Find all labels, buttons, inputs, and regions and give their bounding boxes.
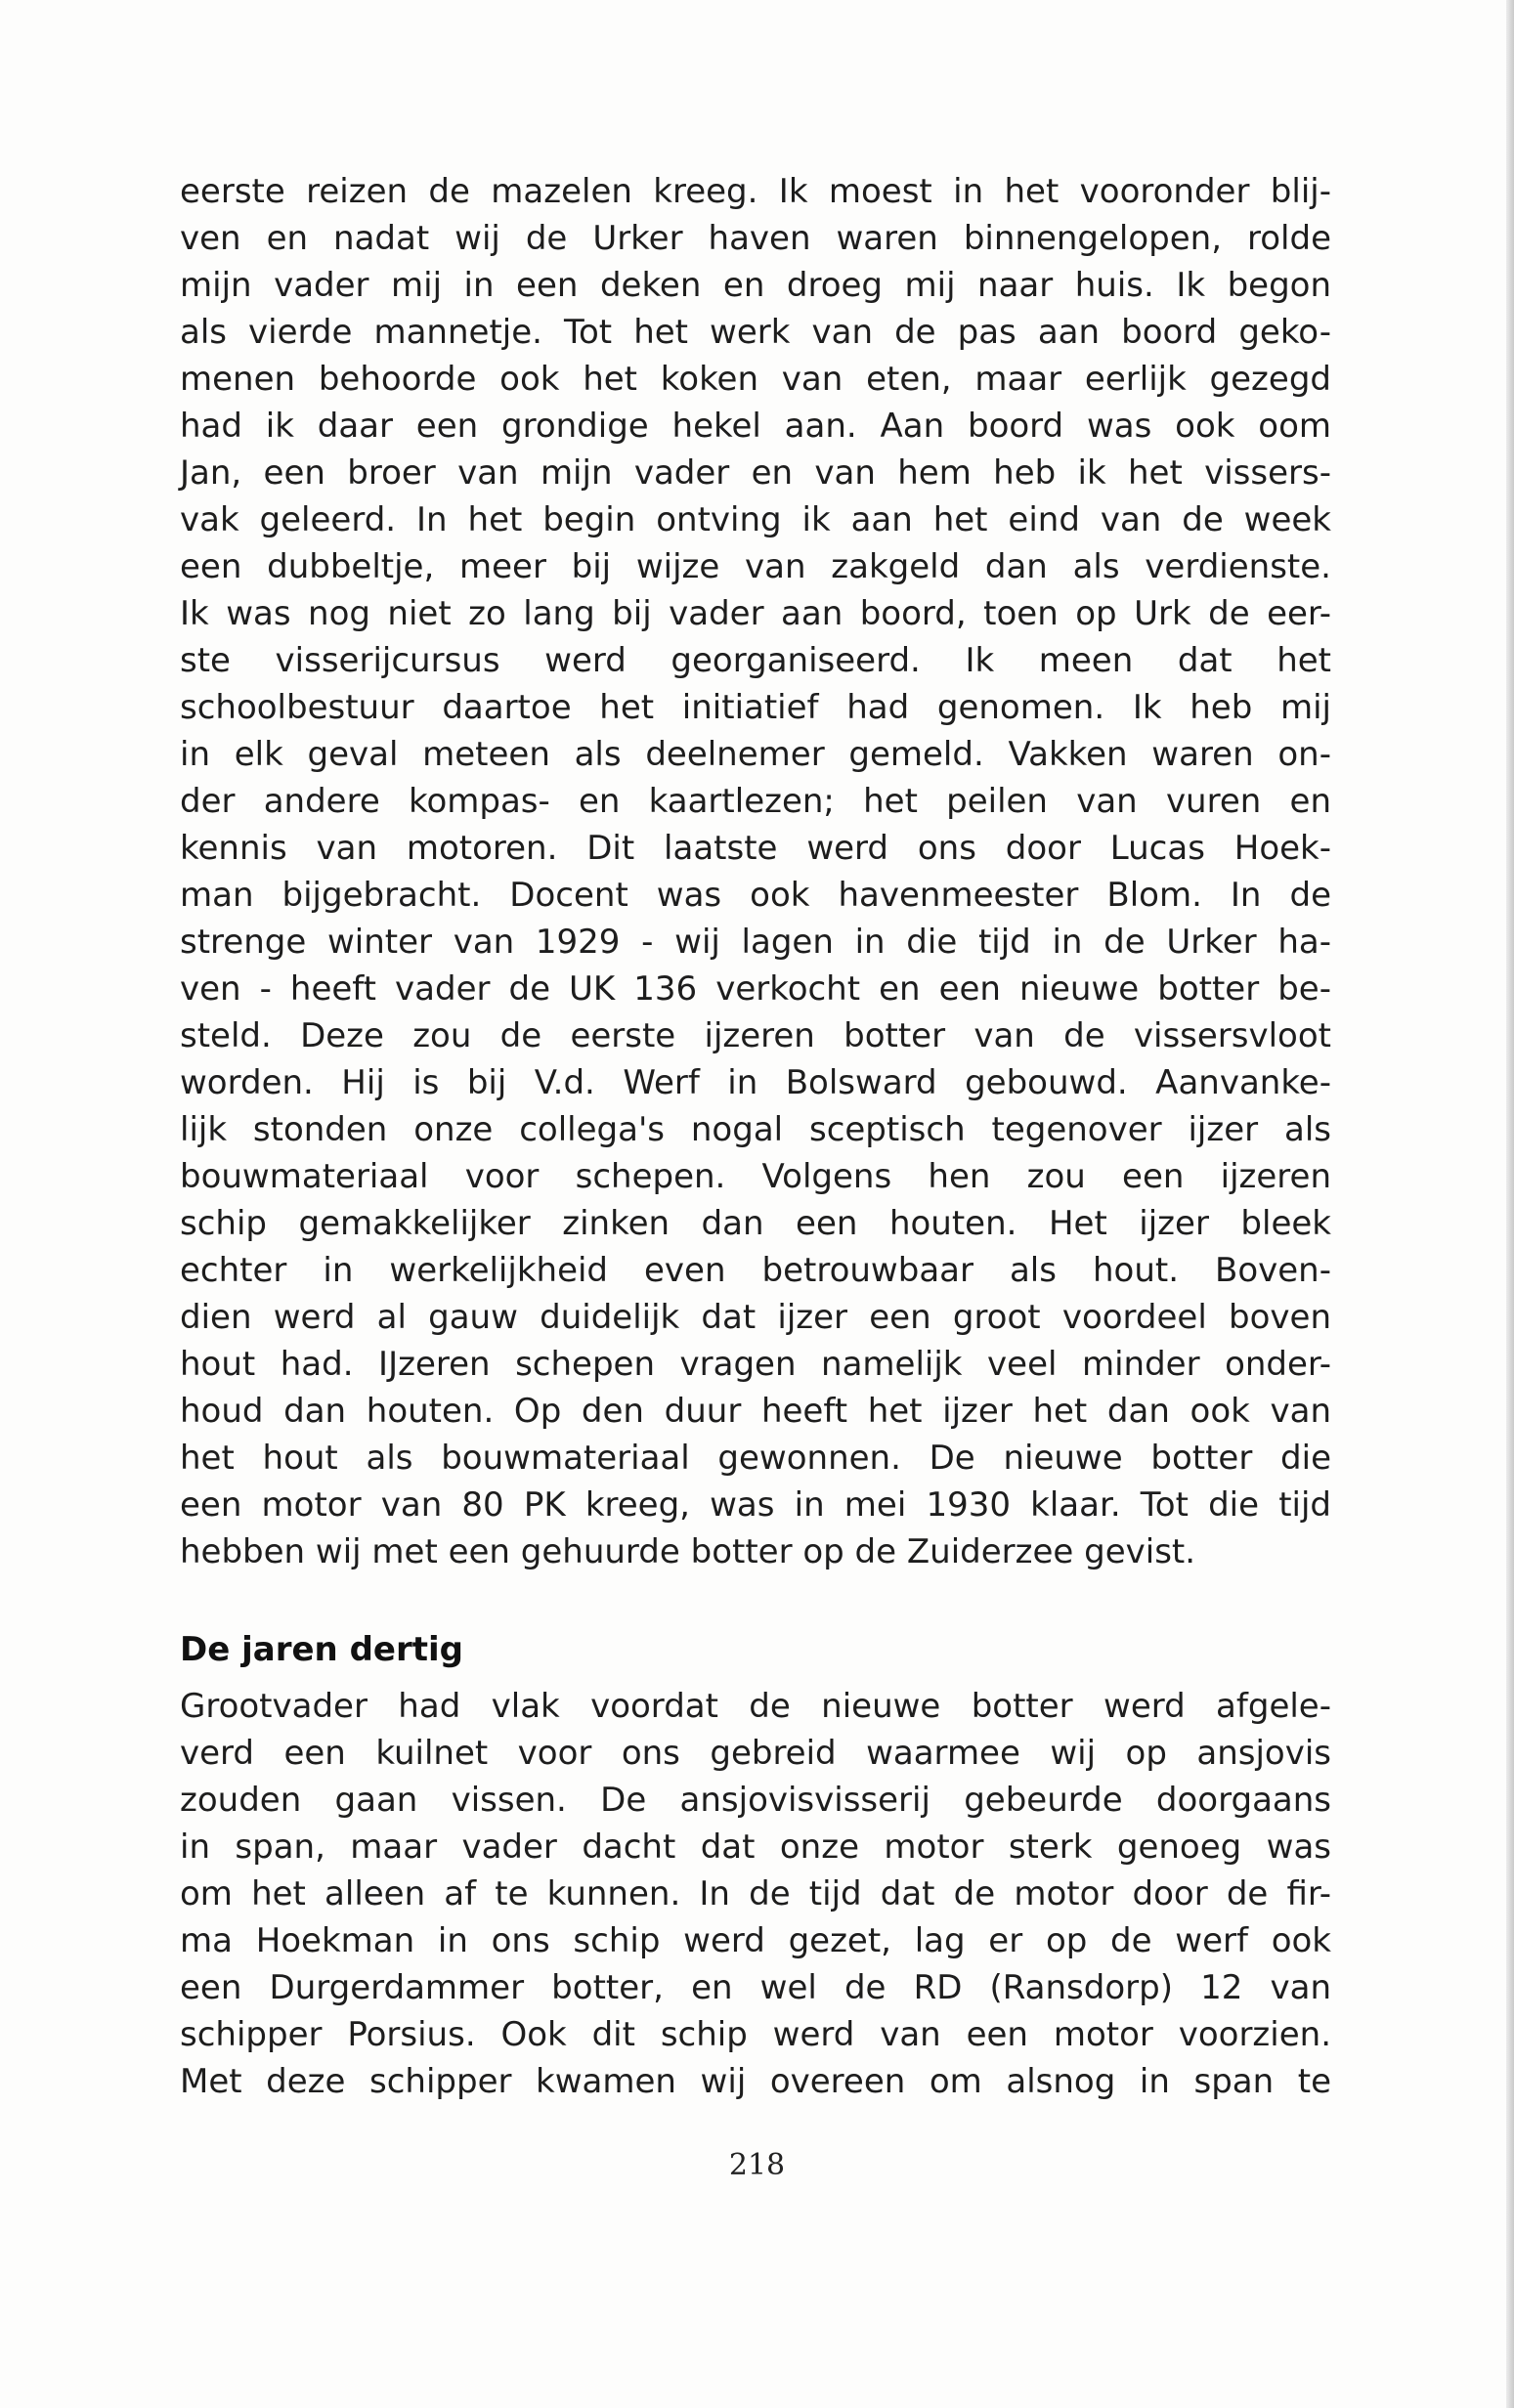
text-line: steld. Deze zou de eerste ijzeren botter van de vissersvloot (180, 1016, 1331, 1055)
body-paragraph-2 (180, 1683, 1331, 2105)
text-line: man bijgebracht. Docent was ook havenmeester Blom. In de (180, 876, 1331, 915)
text-line: vak geleerd. In het begin ontving ik aan het eind van de week (180, 500, 1331, 539)
text-line: dien werd al gauw duidelijk dat ijzer een groot voordeel boven (180, 1298, 1331, 1337)
text-line: menen behoorde ook het koken van eten, maar eerlijk gezegd (180, 360, 1331, 399)
text-line: als vierde mannetje. Tot het werk van de pas aan boord geko- (180, 313, 1331, 352)
text-line: Met deze schipper kwamen wij overeen om alsnog in span te (180, 2062, 1331, 2101)
page-edge-shadow (1506, 0, 1514, 2408)
text-line: schipper Porsius. Ook dit schip werd van een motor voorzien. (180, 2015, 1331, 2054)
text-line: hebben wij met een gehuurde botter op de Zuiderzee gevist. (180, 1532, 1196, 1571)
text-line: schip gemakkelijker zinken dan een houten. Het ijzer bleek (180, 1204, 1331, 1243)
text-line: ma Hoekman in ons schip werd gezet, lag er op de werf ook (180, 1921, 1331, 1960)
text-line: strenge winter van 1929 - wij lagen in die tijd in de Urker ha- (180, 923, 1331, 962)
text-line: een motor van 80 PK kreeg, was in mei 1930 klaar. Tot die tijd (180, 1485, 1331, 1525)
text-line: Jan, een broer van mijn vader en van hem heb ik het vissers- (180, 453, 1331, 493)
text-line: kennis van motoren. Dit laatste werd ons door Lucas Hoek- (180, 829, 1331, 868)
text-line: lijk stonden onze collega's nogal sceptisch tegenover ijzer als (180, 1110, 1331, 1149)
text-line: had ik daar een grondige hekel aan. Aan boord was ook oom (180, 407, 1331, 446)
text-line: Grootvader had vlak voordat de nieuwe botter werd afgele- (180, 1687, 1331, 1726)
text-line: hout had. IJzeren schepen vragen namelijk veel minder onder- (180, 1345, 1331, 1384)
text-line: in span, maar vader dacht dat onze motor sterk genoeg was (180, 1828, 1331, 1867)
text-line: een Durgerdammer botter, en wel de RD (Ransdorp) 12 van (180, 1968, 1331, 2007)
text-line: verd een kuilnet voor ons gebreid waarmee wij op ansjovis (180, 1734, 1331, 1773)
text-line: ste visserijcursus werd georganiseerd. Ik meen dat het (180, 641, 1331, 680)
text-line: ven - heeft vader de UK 136 verkocht en een nieuwe botter be- (180, 969, 1331, 1009)
text-line: het hout als bouwmateriaal gewonnen. De nieuwe botter die (180, 1439, 1331, 1478)
text-line: een dubbeltje, meer bij wijze van zakgeld dan als verdienste. (180, 547, 1331, 586)
text-line: echter in werkelijkheid even betrouwbaar als hout. Boven- (180, 1251, 1331, 1290)
text-line: in elk geval meteen als deelnemer gemeld. Vakken waren on- (180, 735, 1331, 774)
text-line: houd dan houten. Op den duur heeft het ijzer het dan ook van (180, 1392, 1331, 1431)
text-line: zouden gaan vissen. De ansjovisvisserij gebeurde doorgaans (180, 1781, 1331, 1820)
text-line: Ik was nog niet zo lang bij vader aan boord, toen op Urk de eer- (180, 594, 1331, 633)
text-line: eerste reizen de mazelen kreeg. Ik moest in het vooronder blij- (180, 172, 1331, 211)
text-line: bouwmateriaal voor schepen. Volgens hen zou een ijzeren (180, 1157, 1331, 1196)
text-line: mijn vader mij in een deken en droeg mij naar huis. Ik begon (180, 266, 1331, 305)
text-line: om het alleen af te kunnen. In de tijd dat de motor door de fir- (180, 1874, 1331, 1914)
text-line: ven en nadat wij de Urker haven waren binnengelopen, rolde (180, 219, 1331, 258)
text-line: der andere kompas- en kaartlezen; het peilen van vuren en (180, 782, 1331, 821)
text-line: worden. Hij is bij V.d. Werf in Bolsward gebouwd. Aanvanke- (180, 1063, 1331, 1102)
section-heading: De jaren dertig (180, 1630, 463, 1669)
text-line: schoolbestuur daartoe het initiatief had genomen. Ik heb mij (180, 688, 1331, 727)
page-number: 218 (728, 2148, 786, 2182)
body-paragraph-1 (180, 168, 1331, 1575)
